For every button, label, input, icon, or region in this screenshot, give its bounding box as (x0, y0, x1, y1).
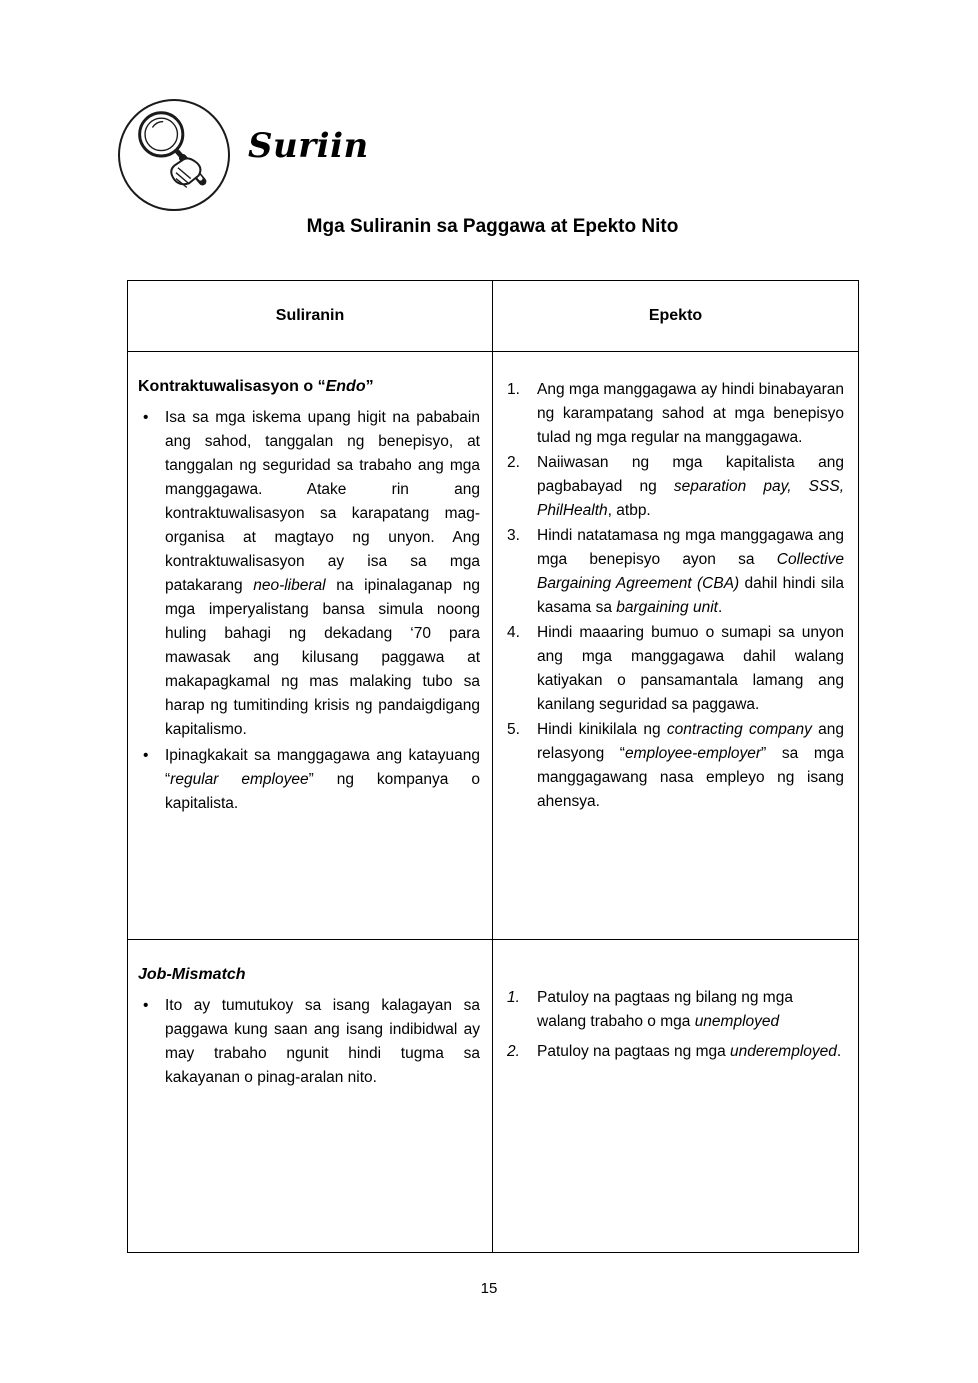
page-title: Mga Suliranin sa Paggawa at Epekto Nito (306, 216, 679, 237)
list-item: Hindi kinikilala ng contracting company ang relasyong “employee-employer” sa mga manggagawang nasa empleyo ng isang ahensya. (537, 721, 844, 810)
table-row (128, 352, 859, 940)
problem-title: Job-Mismatch (138, 966, 246, 983)
table-header-row (128, 281, 859, 352)
epekto-cell-job-mismatch (493, 940, 859, 1253)
magnifier-icon (120, 101, 228, 209)
suliranin-cell-endo (128, 352, 493, 940)
list-item: Hindi maaaring bumuo o sumapi sa unyon ang mga manggagawa dahil walang katiyakan o pansamantala lamang ang kanilang seguridad sa paggawa. (537, 624, 844, 713)
problem-bullet-list (137, 406, 480, 816)
list-item: Patuloy na pagtaas ng mga underemployed. (537, 1043, 842, 1060)
table-row (128, 940, 859, 1253)
list-item: Patuloy na pagtaas ng bilang ng mga walang trabaho o mga unemployed (537, 989, 793, 1030)
list-item: Hindi natatamasa ng mga manggagawa ang mga benepisyo ayon sa Collective Bargaining Agreement (CBA) dahil hindi sila kasama sa bargaining unit. (537, 527, 844, 616)
problems-effects-table (127, 280, 859, 1253)
column-header-suliranin: Suliranin (128, 281, 493, 352)
effects-numbered-list (507, 378, 844, 814)
column-header-epekto: Epekto (493, 281, 859, 352)
magnifier-badge (118, 99, 230, 211)
list-item: Naiiwasan ng mga kapitalista ang pagbabayad ng separation pay, SSS, PhilHealth, atbp. (537, 454, 844, 519)
suliranin-cell-job-mismatch (128, 940, 493, 1253)
list-item: • Ipinagkakait sa manggagawa ang katayuang “regular employee” ng kompanya o kapitalista. (165, 744, 480, 816)
page-number: 15 (480, 1280, 498, 1297)
effects-numbered-list (507, 986, 844, 1064)
list-item: • Ito ay tumutukoy sa isang kalagayan sa paggawa kung saan ang isang indibidwal ay may trabaho ngunit hindi tugma sa kakayanan o pinag-aralan nito. (165, 994, 480, 1090)
list-item: • Isa sa mga iskema upang higit na pababain ang sahod, tanggalan ng benepisyo, at tanggalan ng seguridad sa trabaho ang mga manggagawa. Atake rin ang kontraktuwalisasyon sa karapatang mag-organisa at magtayo ng unyon. Ang kontraktuwalisasyon ay isa sa mga patakarang neo-liberal na ipinalaganap ng mga imperyalistang bansa simula noong huling bahagi ng dekadang ‘70 para mawasak ang kilusang paggawa at makapagkamal ng mas malaking tubo sa harap ng tumitinding krisis ng pandaigdigang kapitalismo. (165, 406, 480, 742)
problem-title: Kontraktuwalisasyon o “Endo” (138, 378, 374, 395)
problem-bullet-list (137, 994, 480, 1090)
epekto-cell-endo (493, 352, 859, 940)
section-title: Suriin (248, 126, 369, 166)
list-item: Ang mga manggagawa ay hindi binabayaran ng karampatang sahod at mga benepisyo tulad ng mga regular na manggagawa. (537, 381, 844, 446)
